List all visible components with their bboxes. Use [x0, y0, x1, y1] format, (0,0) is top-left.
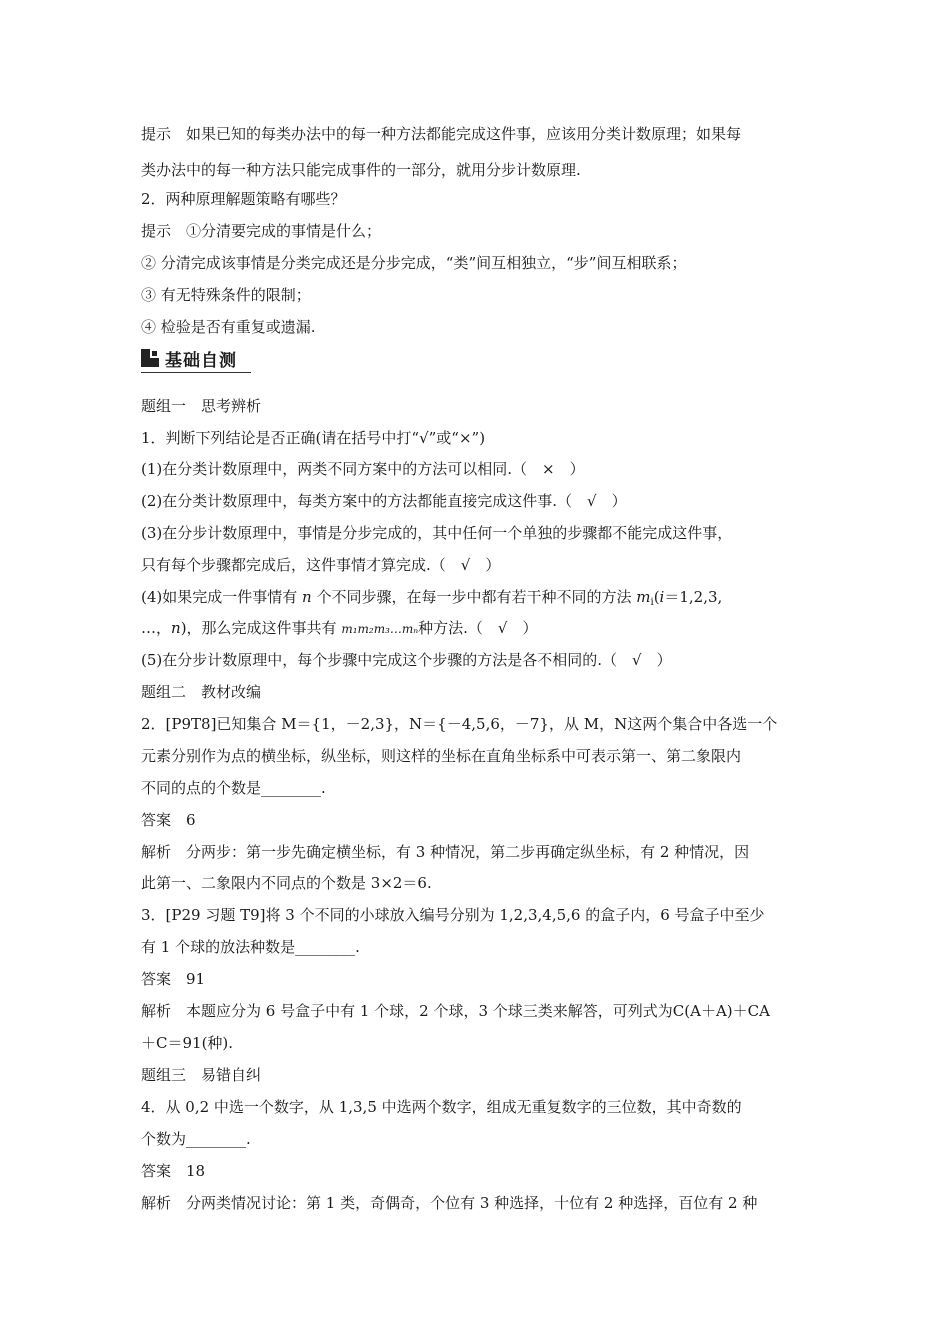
answer-2: 答案 6 [141, 811, 196, 829]
statement-3-line-1: (3)在分步计数原理中，事情是分步完成的，其中任何一个单独的步骤都不能完成这件事， [141, 524, 733, 542]
text-run: )，那么完成这件事共有 [180, 619, 342, 637]
explanation-3-line-1: 解析 本题应分为 6 号盒子中有 1 个球，2 个球，3 个球三类来解答，可列式为C(A＋A)＋CA [141, 1002, 770, 1020]
explanation-2-line-2: 此第一、二象限内不同点的个数是 3×2＝6. [141, 874, 432, 892]
group-1-title: 题组一 思考辨析 [141, 397, 262, 415]
hint-1-line-1: 提示 如果已知的每类办法中的每一种方法都能完成这件事，应该用分类计数原理；如果每 [141, 125, 742, 143]
explanation-3-line-2: ＋C＝91(种). [141, 1034, 234, 1052]
group-3-title: 题组三 易错自纠 [141, 1066, 262, 1084]
variable-n: n [171, 619, 181, 637]
variable-i: i [659, 588, 665, 606]
hint-2-line-3: ③ 有无特殊条件的限制； [141, 286, 311, 304]
question-3-line-2: 有 1 个球的放法种数是________. [141, 938, 360, 956]
hint-2-line-2: ② 分清完成该事情是分类完成还是分步完成，“类”间互相独立，“步”间互相联系； [141, 254, 687, 272]
product-expression: m₁m₂m₃…mₙ [341, 622, 419, 636]
statement-4-line-1 [141, 587, 722, 610]
text-run: 种方法.（ √ ） [418, 619, 538, 637]
section-underline [141, 372, 251, 373]
group-2-title: 题组二 教材改编 [141, 683, 262, 701]
question-2-line-2: 元素分别作为点的横坐标，纵坐标，则这样的坐标在直角坐标系中可表示第一、第二象限内 [141, 747, 742, 765]
question-3-line-1: 3．[P29 习题 T9]将 3 个不同的小球放入编号分别为 1,2,3,4,5,6 的盒子内，6 号盒子中至少 [141, 906, 765, 924]
section-heading [141, 345, 251, 373]
question-4-line-1: 4．从 0,2 中选一个数字，从 1,3,5 中选两个数字，组成无重复数字的三位数，其中奇数的 [141, 1098, 742, 1116]
hint-1-line-2: 类办法中的每一种方法只能完成事件的一部分，就用分步计数原理. [141, 161, 581, 179]
question-2-line-3: 不同的点的个数是________. [141, 779, 326, 797]
question-2-heading: 2．两种原理解题策略有哪些？ [141, 190, 346, 208]
statement-2: (2)在分类计数原理中，每类方案中的方法都能直接完成这件事.（ √ ） [141, 492, 627, 510]
answer-4: 答案 18 [141, 1162, 206, 1180]
question-2-line-1: 2．[P9T8]已知集合 M＝{1，－2,3}，N＝{－4,5,6，－7}，从 M，N这两个集合中各选一个 [141, 715, 778, 733]
statement-5: (5)在分步计数原理中，每个步骤中完成这个步骤的方法是各不相同的.（ √ ） [141, 651, 672, 669]
hint-2-line-4: ④ 检验是否有重复或遗漏. [141, 318, 316, 336]
text-run: (4)如果完成一件事情有 [141, 588, 303, 606]
question-4-line-2: 个数为________. [141, 1130, 251, 1148]
section-marker-inner [152, 351, 157, 356]
text-run: 个不同步骤，在每一步中都有若干种不同的方法 [311, 588, 637, 606]
text-run: …， [141, 619, 172, 637]
statement-4-line-2 [141, 618, 537, 639]
statement-1: (1)在分类计数原理中，两类不同方案中的方法可以相同.（ × ） [141, 460, 585, 478]
variable-m: m [636, 588, 651, 606]
section-title: 基础自测 [165, 351, 237, 371]
subscript-i: i [650, 597, 654, 608]
explanation-2-line-1: 解析 分两步：第一步先确定横坐标，有 3 种情况，第二步再确定纵坐标，有 2 种情况，因 [141, 843, 750, 861]
variable-n: n [302, 588, 312, 606]
answer-3: 答案 91 [141, 970, 206, 988]
hint-2-line-1: 提示 ①分清要完成的事情是什么； [141, 222, 382, 240]
question-1: 1．判断下列结论是否正确(请在括号中打“√”或“×”) [141, 429, 486, 447]
statement-3-line-2: 只有每个步骤都完成后，这件事情才算完成.（ √ ） [141, 556, 501, 574]
explanation-4-line-1: 解析 分两类情况讨论：第 1 类，奇偶奇，个位有 3 种选择，十位有 2 种选择，百位有 2 种 [141, 1194, 758, 1212]
text-run: ( [653, 588, 660, 606]
text-run: ＝1,2,3, [664, 588, 723, 606]
